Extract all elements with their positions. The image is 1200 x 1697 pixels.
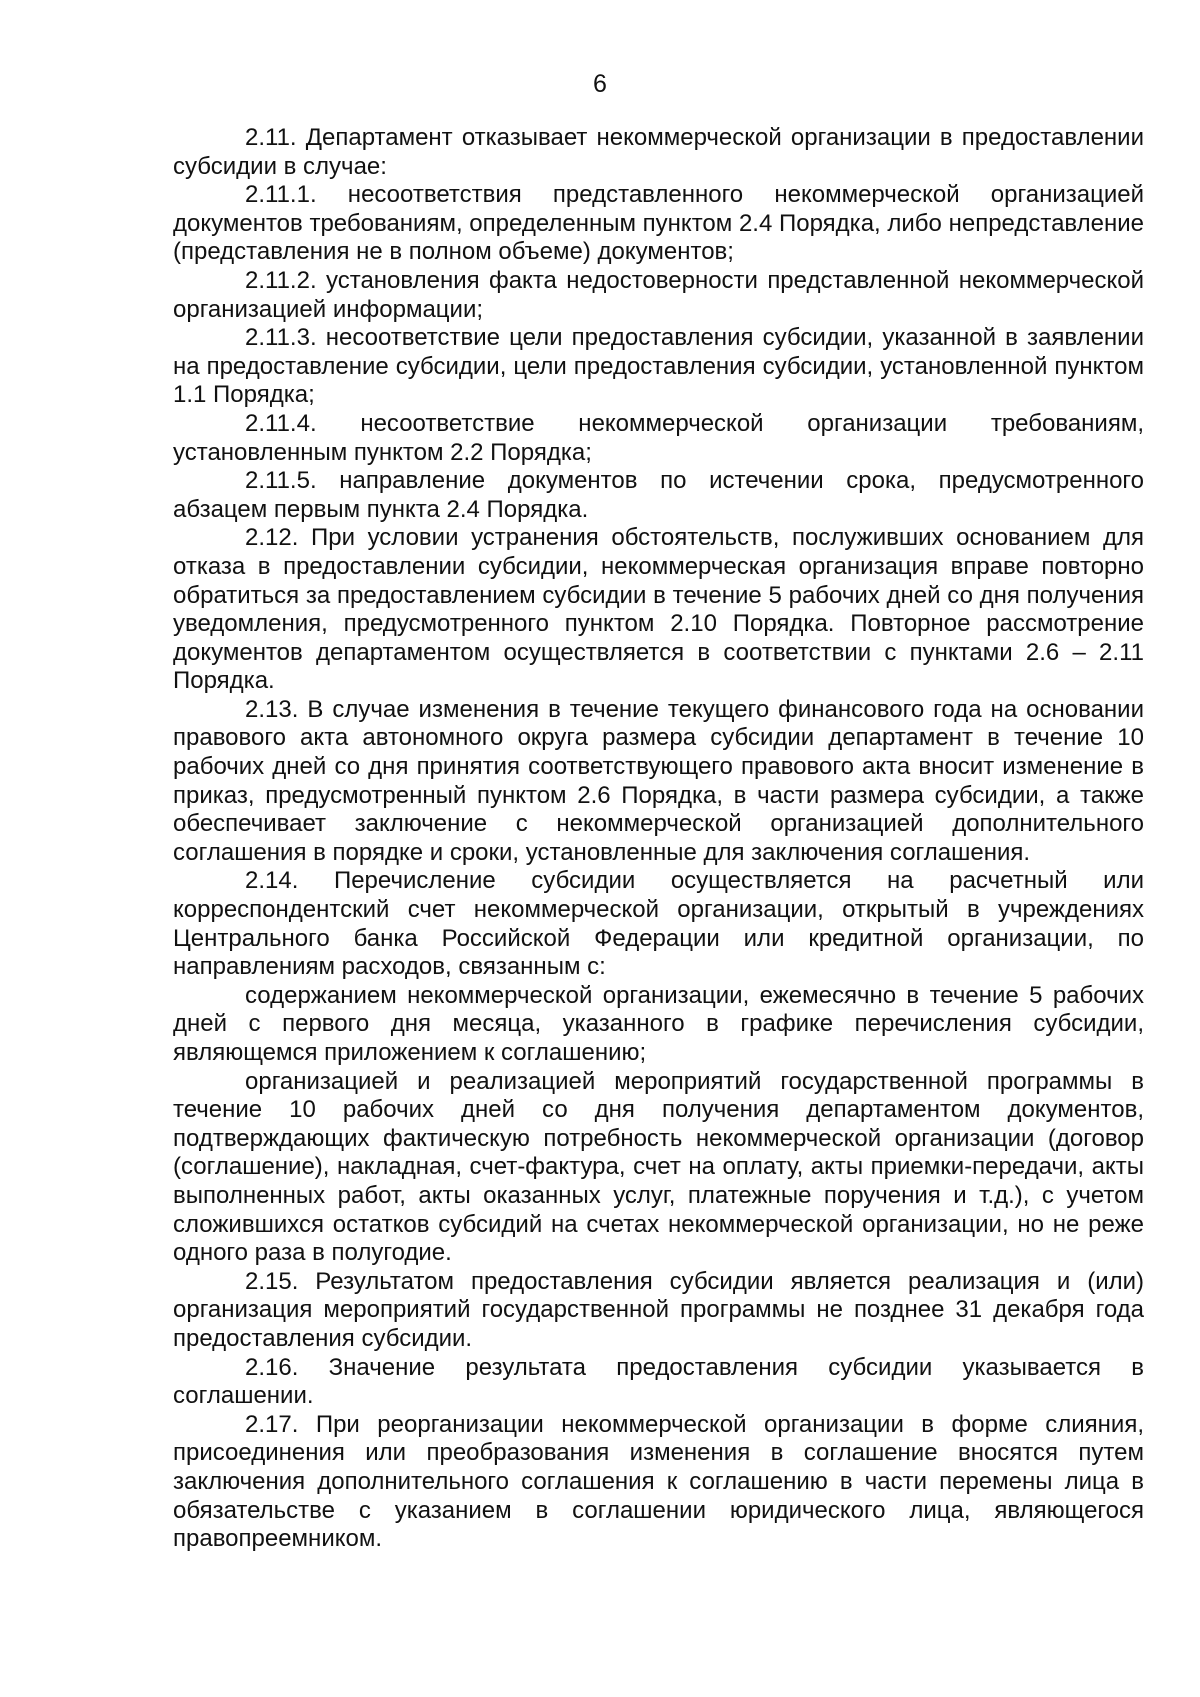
paragraph-2-15: 2.15. Результатом предоставления субсидии является реализация и (или) организация мероприятий государственной программы не позднее 31 декабря года предоставления субсидии. [173, 1267, 1144, 1352]
paragraph-2-11-4: 2.11.4. несоответствие некоммерческой организации требованиям, установленным пунктом 2.2 Порядка; [173, 409, 1144, 466]
paragraph-2-11-2: 2.11.2. установления факта недостоверности представленной некоммерческой организацией информации; [173, 266, 1144, 323]
paragraph-2-13: 2.13. В случае изменения в течение текущего финансового года на основании правового акта автономного округа размера субсидии департамент в течение 10 рабочих дней со дня принятия соответствующего правового акта вносит изменение в приказ, предусмотренный пунктом 2.6 Порядка, в части размера субсидии, а также обеспечивает заключение с некоммерческой организацией дополнительного соглашения в порядке и сроки, установленные для заключения соглашения. [173, 695, 1144, 866]
paragraph-2-11-5: 2.11.5. направление документов по истечении срока, предусмотренного абзацем первым пункта 2.4 Порядка. [173, 467, 1144, 523]
paragraph-2-14-maintenance: содержанием некоммерческой организации, ежемесячно в течение 5 рабочих дней с первого дня месяца, указанного в графике перечисления субсидии, являющемся приложением к соглашению; [173, 981, 1144, 1066]
paragraph-2-11-1: 2.11.1. несоответствия представленного некоммерческой организацией документов требованиям, определенным пунктом 2.4 Порядка, либо непредставление (представления не в полном объеме) документов; [173, 181, 1144, 266]
paragraph-2-16: 2.16. Значение результата предоставления субсидии указывается в соглашении. [173, 1353, 1144, 1410]
paragraph-2-11-3: 2.11.3. несоответствие цели предоставления субсидии, указанной в заявлении на предоставление субсидии, цели предоставления субсидии, установленной пунктом 1.1 Порядка; [173, 324, 1144, 409]
paragraph-2-14-events: организацией и реализацией мероприятий государственной программы в течение 10 рабочих дней со дня получения департаментом документов, подтверждающих фактическую потребность некоммерческой организации (договор (соглашение), накладная, счет-фактура, счет на оплату, акты приемки-передачи, акты выполненных работ, акты оказанных услуг, платежные поручения и т.д.), с учетом сложившихся остатков субсидий на счетах некоммерческой организации, но не реже одного раза в полугодие. [173, 1067, 1144, 1267]
document-body [173, 124, 1144, 1554]
paragraph-2-11: 2.11. Департамент отказывает некоммерческой организации в предоставлении субсидии в случае: [173, 124, 1144, 180]
paragraph-2-17: 2.17. При реорганизации некоммерческой организации в форме слияния, присоединения или преобразования изменения в соглашение вносятся путем заключения дополнительного соглашения к соглашению в части перемены лица в обязательстве с указанием в соглашении юридического лица, являющегося правопреемником. [173, 1410, 1144, 1553]
paragraph-2-12: 2.12. При условии устранения обстоятельств, послуживших основанием для отказа в предоставлении субсидии, некоммерческая организация вправе повторно обратиться за предоставлением субсидии в течение 5 рабочих дней со дня получения уведомления, предусмотренного пунктом 2.10 Порядка. Повторное рассмотрение документов департаментом осуществляется в соответствии с пунктами 2.6 – 2.11 Порядка. [173, 524, 1144, 695]
page-number: 6 [593, 70, 607, 98]
paragraph-2-14: 2.14. Перечисление субсидии осуществляется на расчетный или корреспондентский счет некоммерческой организации, открытый в учреждениях Центрального банка Российской Федерации или кредитной организации, по направлениям расходов, связанным с: [173, 867, 1144, 981]
